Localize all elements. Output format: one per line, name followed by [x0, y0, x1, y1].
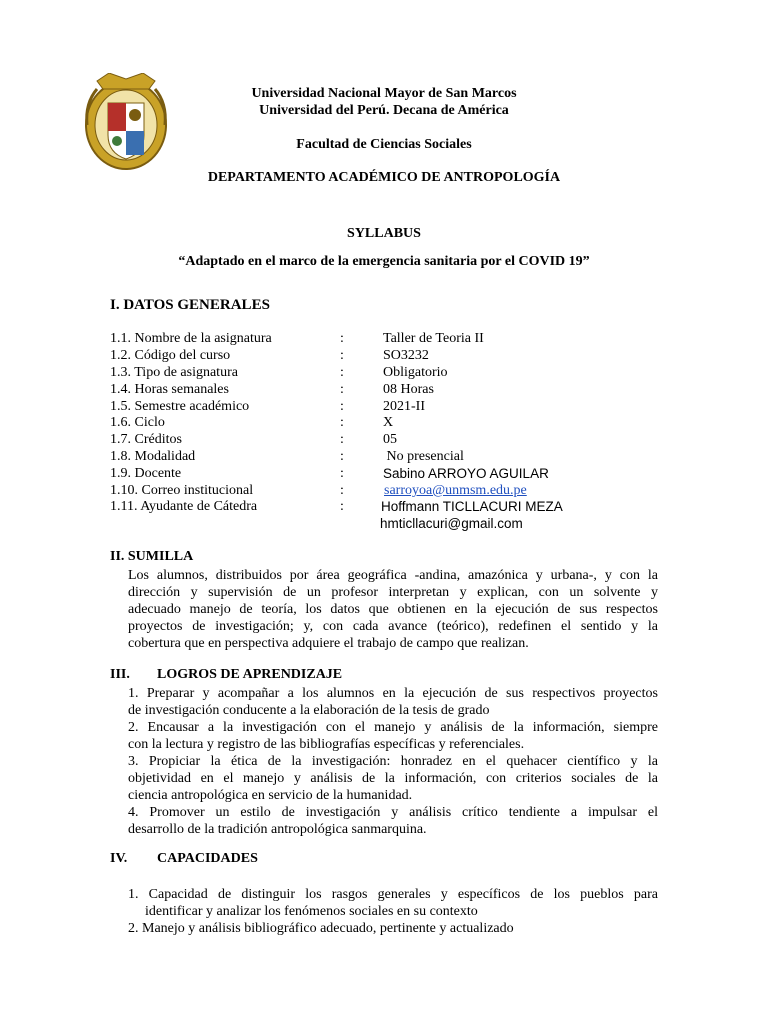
datos-separator: :: [340, 449, 344, 464]
logros-line: de investigación conducente a la elaboración de la tesis de grado: [128, 703, 490, 718]
datos-separator: :: [340, 348, 344, 363]
datos-row: [110, 348, 670, 365]
section-logros-number: III.: [110, 667, 130, 682]
datos-label: 1.2. Código del curso: [110, 348, 231, 363]
logros-line: 3. Propiciar la ética de la investigación: honradez en el quehacer científico y la: [128, 754, 658, 769]
datos-label: 1.5. Semestre académico: [110, 399, 250, 414]
datos-value: 05: [383, 432, 397, 447]
logros-line: ciencia antropológica en servicio de la humanidad.: [128, 788, 413, 803]
datos-row: [110, 466, 670, 483]
faculty-name: Facultad de Ciencias Sociales: [296, 137, 472, 152]
university-name: Universidad Nacional Mayor de San Marcos: [251, 86, 517, 101]
logros-line: 4. Promover un estilo de investigación y análisis crítico tendiente a impulsar el: [128, 805, 658, 820]
section-capacidades-heading: CAPACIDADES: [157, 851, 258, 866]
datos-label: 1.11. Ayudante de Cátedra: [110, 499, 258, 514]
datos-value: Sabino ARROYO AGUILAR: [383, 466, 549, 481]
datos-separator: :: [340, 331, 344, 346]
datos-label: 1.8. Modalidad: [110, 449, 196, 464]
datos-separator: :: [340, 483, 344, 498]
datos-separator: :: [340, 432, 344, 447]
datos-label: 1.10. Correo institucional: [110, 483, 254, 498]
datos-row: [110, 449, 670, 466]
datos-value: No presencial: [383, 449, 464, 464]
datos-value: SO3232: [383, 348, 429, 363]
datos-label: 1.1. Nombre de la asignatura: [110, 331, 272, 346]
datos-value: Obligatorio: [383, 365, 448, 380]
sumilla-paragraph: [128, 567, 658, 652]
datos-value: X: [383, 415, 394, 430]
datos-label: 1.3. Tipo de asignatura: [110, 365, 238, 380]
sumilla-line: proyectos de investigación; y, con cada avance (teórico), redefinen el sentido y la: [128, 619, 658, 634]
university-subtitle: Universidad del Perú. Decana de América: [259, 103, 509, 118]
capacidades-list: [128, 886, 658, 937]
datos-separator: :: [340, 415, 344, 430]
datos-separator: :: [340, 399, 344, 414]
datos-separator: :: [340, 466, 344, 481]
sumilla-line: adecuado manejo de teoría, los datos que obtienen en la ejecución de sus respectos: [128, 602, 658, 617]
department-name: DEPARTAMENTO ACADÉMICO DE ANTROPOLOGÍA: [207, 170, 561, 185]
datos-row: [110, 415, 670, 432]
datos-row: [110, 382, 670, 399]
capacidades-line: identificar y analizar los fenómenos sociales en su contexto: [145, 904, 478, 919]
sumilla-line: Los alumnos, distribuidos por área geográfica -andina, amazónica y urbana-, y con la: [128, 568, 658, 583]
datos-label: 1.6. Ciclo: [110, 415, 165, 430]
document-title: SYLLABUS: [347, 226, 421, 241]
datos-separator: :: [340, 365, 344, 380]
sumilla-line: dirección y supervisión de un profesor interpretan y explican, con un solvente y: [128, 585, 658, 600]
section-logros-heading: LOGROS DE APRENDIZAJE: [157, 667, 343, 682]
datos-row: [110, 399, 670, 416]
datos-row: [110, 365, 670, 382]
datos-row: [110, 499, 670, 516]
datos-value: Hoffmann TICLLACURI MEZA: [381, 499, 563, 514]
logros-line: desarrollo de la tradición antropológica sanmarquina.: [128, 822, 427, 837]
covid-adaptation-note: “Adaptado en el marco de la emergencia sanitaria por el COVID 19”: [178, 254, 590, 269]
logros-paragraph: [128, 685, 658, 838]
capacidades-line: 2. Manejo y análisis bibliográfico adecuado, pertinente y actualizado: [128, 921, 514, 936]
email-link[interactable]: sarroyoa@unmsm.edu.pe: [384, 483, 527, 498]
datos-value: 2021-II: [383, 399, 425, 414]
assistant-email: hmticllacuri@gmail.com: [380, 516, 523, 531]
datos-row: [110, 432, 670, 449]
datos-row: [110, 331, 670, 348]
logros-line: objetividad en el manejo y análisis de la información, con criterios sociales de la: [128, 771, 658, 786]
section-sumilla-heading: II. SUMILLA: [110, 549, 194, 564]
datos-separator: :: [340, 382, 344, 397]
logros-line: con la lectura y registro de las bibliografías específicas y referenciales.: [128, 737, 525, 752]
datos-separator: :: [340, 499, 344, 514]
datos-value: Taller de Teoria II: [383, 331, 484, 346]
sumilla-line: cobertura que en perspectiva adquiere el trabajo de campo que realizan.: [128, 636, 529, 651]
datos-label: 1.7. Créditos: [110, 432, 182, 447]
datos-label: 1.4. Horas semanales: [110, 382, 229, 397]
section-capacidades-number: IV.: [110, 851, 128, 866]
datos-value: 08 Horas: [383, 382, 434, 397]
datos-label: 1.9. Docente: [110, 466, 182, 481]
section-datos-generales-heading: I. DATOS GENERALES: [110, 297, 270, 313]
capacidades-line: 1. Capacidad de distinguir los rasgos generales y específicos de los pueblos para: [128, 887, 658, 902]
datos-row: [110, 483, 670, 500]
logros-line: 1. Preparar y acompañar a los alumnos en la ejecución de sus respectivos proyectos: [128, 686, 658, 701]
logros-line: 2. Encausar a la investigación con el manejo y análisis de la información, siempre: [128, 720, 658, 735]
